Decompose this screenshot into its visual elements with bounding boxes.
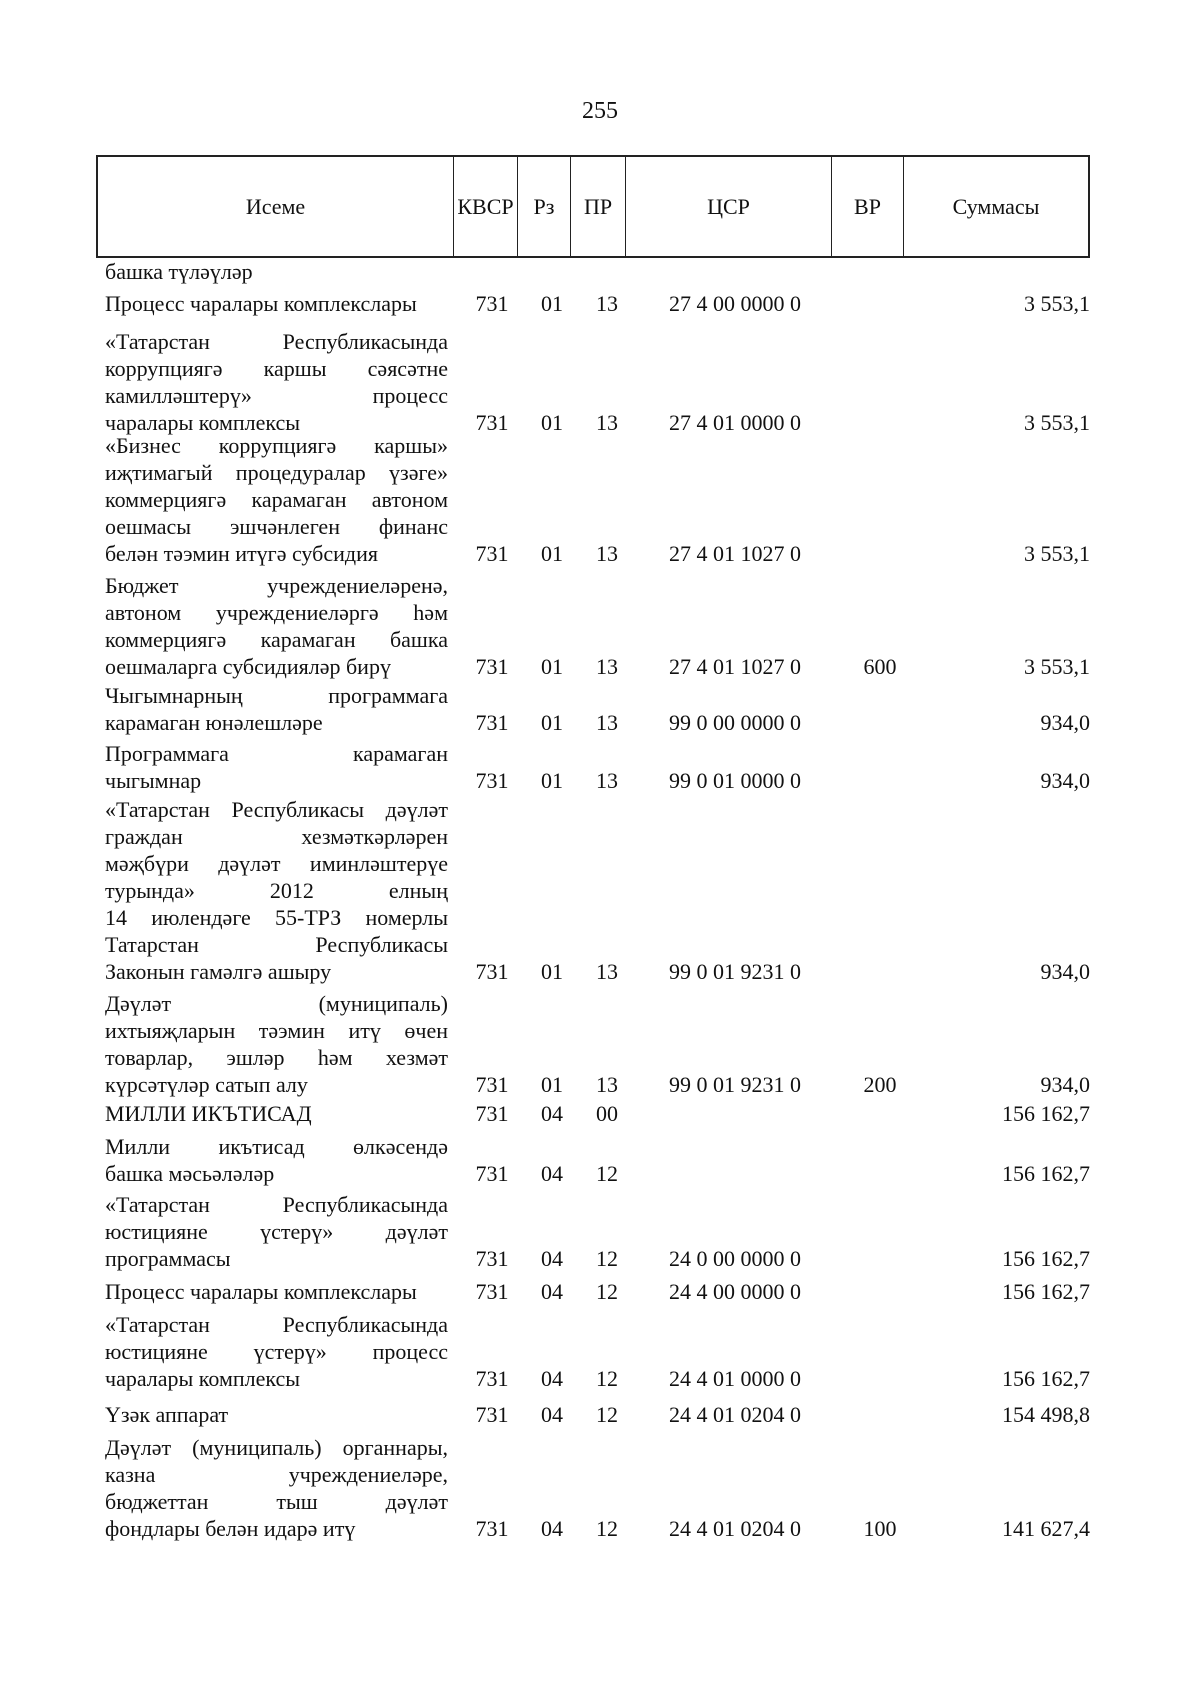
row-name (105, 1133, 448, 1187)
row-sum: 934,0 (1040, 710, 1090, 735)
row-name (105, 1401, 448, 1428)
row-name-line: карамаган юнәлешләре (105, 710, 323, 735)
row-name-line: коммерциягә карамаган автоном (105, 487, 448, 512)
row-name (105, 328, 448, 436)
row-rz: 01 (541, 291, 563, 316)
row-kvsr: 731 (475, 710, 509, 735)
row-name-line: программасы (105, 1246, 231, 1271)
row-csr: 27 4 01 0000 0 (669, 410, 801, 435)
row-rz: 01 (541, 410, 563, 435)
row-vr: 200 (863, 1072, 897, 1097)
row-rz: 04 (541, 1279, 563, 1304)
row-name-line: чаралары комплексы (105, 1366, 301, 1391)
row-name (105, 796, 448, 985)
row-name (105, 1434, 448, 1542)
row-sum: 3 553,1 (1024, 654, 1090, 679)
row-name (105, 682, 448, 736)
row-rz: 04 (541, 1516, 563, 1541)
row-name-line: автоном учреждениеләргә һәм (105, 600, 448, 625)
row-kvsr: 731 (475, 1279, 509, 1304)
row-name-line: фондлары белән идарә итү (105, 1516, 356, 1541)
row-name-line: мәҗбүри дәүләт иминләштерүе (105, 851, 448, 876)
row-rz: 01 (541, 541, 563, 566)
row-pr: 13 (596, 410, 618, 435)
row-rz: 01 (541, 959, 563, 984)
row-name-line: граждан хезмәткәрләрен (105, 824, 448, 849)
row-name (105, 1100, 448, 1127)
row-csr: 24 4 01 0204 0 (669, 1516, 801, 1541)
row-pr: 12 (596, 1516, 618, 1541)
row-name-line: «Татарстан Республикасында (105, 1312, 448, 1337)
row-sum: 934,0 (1040, 768, 1090, 793)
header-csr: ЦСР (626, 157, 832, 256)
row-pr: 13 (596, 541, 618, 566)
row-name-line: камилләштерү» процесс (105, 383, 448, 408)
row-sum: 3 553,1 (1024, 410, 1090, 435)
row-name-line: коммерциягә карамаган башка (105, 627, 448, 652)
row-name-line: юстицияне үстерү» дәүләт (105, 1219, 448, 1244)
row-name-line: башка мәсьәләләр (105, 1161, 275, 1186)
row-name-line: «Татарстан Республикасында (105, 1192, 448, 1217)
row-kvsr: 731 (475, 1516, 509, 1541)
row-name (105, 432, 448, 567)
row-name-line: ихтыяҗларын тәэмин итү өчен (105, 1018, 448, 1043)
row-name-line: Процесс чаралары комплекслары (105, 1279, 417, 1304)
row-kvsr: 731 (475, 1101, 509, 1126)
row-sum: 934,0 (1040, 1072, 1090, 1097)
row-name (105, 990, 448, 1098)
row-name-line: белән тәэмин итүгә субсидия (105, 541, 378, 566)
header-pr: ПР (571, 157, 626, 256)
row-rz: 01 (541, 768, 563, 793)
row-name-line: «Бизнес коррупциягә каршы» (105, 433, 448, 458)
row-kvsr: 731 (475, 410, 509, 435)
row-name-line: Чыгымнарның программага (105, 683, 448, 708)
row-csr: 99 0 01 9231 0 (669, 959, 801, 984)
row-kvsr: 731 (475, 1402, 509, 1427)
row-kvsr: 731 (475, 1366, 509, 1391)
row-pr: 13 (596, 654, 618, 679)
row-pr: 12 (596, 1161, 618, 1186)
row-sum: 156 162,7 (1002, 1101, 1090, 1126)
row-rz: 04 (541, 1101, 563, 1126)
row-pr: 13 (596, 768, 618, 793)
row-name-line: Дәүләт (муниципаль) органнары, (105, 1435, 448, 1460)
row-name-line: «Татарстан Республикасында (105, 329, 448, 354)
row-name-line: Үзәк аппарат (105, 1402, 229, 1427)
row-kvsr: 731 (475, 1246, 509, 1271)
row-name-line: товарлар, эшләр һәм хезмәт (105, 1045, 448, 1070)
row-kvsr: 731 (475, 1072, 509, 1097)
row-kvsr: 731 (475, 291, 509, 316)
row-pr: 13 (596, 710, 618, 735)
row-name (105, 1278, 448, 1305)
row-rz: 04 (541, 1402, 563, 1427)
row-name-line: Бюджет учреждениеләренә, (105, 573, 448, 598)
row-kvsr: 731 (475, 768, 509, 793)
row-name (105, 572, 448, 680)
row-csr: 24 0 00 0000 0 (669, 1246, 801, 1271)
row-pr: 13 (596, 1072, 618, 1097)
row-rz: 01 (541, 1072, 563, 1097)
row-csr: 24 4 01 0204 0 (669, 1402, 801, 1427)
row-name (105, 740, 448, 794)
row-name-line: «Татарстан Республикасы дәүләт (105, 797, 448, 822)
row-sum: 156 162,7 (1002, 1161, 1090, 1186)
row-pr: 12 (596, 1402, 618, 1427)
row-name-line: Милли икътисад өлкәсендә (105, 1134, 448, 1159)
row-sum: 156 162,7 (1002, 1366, 1090, 1391)
row-name-line: юстицияне үстерү» процесс (105, 1339, 448, 1364)
table-header (96, 155, 1090, 258)
row-name-line: чаралары комплексы (105, 410, 301, 435)
header-sum: Суммасы (952, 193, 1040, 219)
row-name (105, 258, 448, 285)
row-name-line: бюджеттан тыш дәүләт (105, 1489, 448, 1514)
row-rz: 01 (541, 710, 563, 735)
row-name-line: казна учреждениеләре, (105, 1462, 448, 1487)
header-kvsr: КВСР (454, 157, 518, 256)
row-sum: 154 498,8 (1002, 1402, 1090, 1427)
row-csr: 24 4 00 0000 0 (669, 1279, 801, 1304)
row-name-line: турында» 2012 елның (105, 878, 448, 903)
row-name-line: Законын гамәлгә ашыру (105, 959, 332, 984)
row-sum: 156 162,7 (1002, 1279, 1090, 1304)
row-csr: 99 0 01 9231 0 (669, 1072, 801, 1097)
row-name-line: оешмаларга субсидияләр бирү (105, 654, 391, 679)
row-vr: 600 (863, 654, 897, 679)
row-pr: 00 (596, 1101, 618, 1126)
row-pr: 13 (596, 959, 618, 984)
row-csr: 27 4 01 1027 0 (669, 541, 801, 566)
row-pr: 13 (596, 291, 618, 316)
header-rz: Рз (518, 157, 571, 256)
row-name-line: иҗтимагый процедуралар үзәге» (105, 460, 448, 485)
row-kvsr: 731 (475, 1161, 509, 1186)
row-name (105, 290, 448, 317)
row-kvsr: 731 (475, 959, 509, 984)
row-name-line: Процесс чаралары комплекслары (105, 291, 417, 316)
row-name-line: 14 июлендәге 55-ТРЗ номерлы (105, 905, 448, 930)
row-name-line: МИЛЛИ ИКЪТИСАД (105, 1101, 312, 1126)
page-number: 255 (582, 98, 618, 124)
header-vr: ВР (832, 157, 904, 256)
row-pr: 12 (596, 1366, 618, 1391)
row-pr: 12 (596, 1279, 618, 1304)
row-name (105, 1311, 448, 1392)
row-rz: 04 (541, 1161, 563, 1186)
row-sum: 141 627,4 (1002, 1516, 1090, 1541)
row-name-line: чыгымнар (105, 768, 202, 793)
row-sum: 3 553,1 (1024, 541, 1090, 566)
row-csr: 27 4 00 0000 0 (669, 291, 801, 316)
row-rz: 01 (541, 654, 563, 679)
row-pr: 12 (596, 1246, 618, 1271)
row-sum: 156 162,7 (1002, 1246, 1090, 1271)
header-name: Исеме (98, 157, 454, 256)
row-sum: 3 553,1 (1024, 291, 1090, 316)
row-kvsr: 731 (475, 541, 509, 566)
row-name-line: күрсәтүләр сатып алу (105, 1072, 308, 1097)
row-vr: 100 (863, 1516, 897, 1541)
row-rz: 04 (541, 1246, 563, 1271)
row-name-line: Дәүләт (муниципаль) (105, 991, 448, 1016)
row-name-line: коррупциягә каршы сәясәтне (105, 356, 448, 381)
row-rz: 04 (541, 1366, 563, 1391)
row-csr: 27 4 01 1027 0 (669, 654, 801, 679)
row-name (105, 1191, 448, 1272)
row-csr: 99 0 01 0000 0 (669, 768, 801, 793)
row-name-line: оешмасы эшчәнлеген финанс (105, 514, 448, 539)
row-csr: 24 4 01 0000 0 (669, 1366, 801, 1391)
row-kvsr: 731 (475, 654, 509, 679)
row-name-line: башка түләүләр (105, 259, 253, 284)
row-sum: 934,0 (1040, 959, 1090, 984)
row-name-line: Программага карамаган (105, 741, 448, 766)
row-name-line: Татарстан Республикасы (105, 932, 448, 957)
row-csr: 99 0 00 0000 0 (669, 710, 801, 735)
